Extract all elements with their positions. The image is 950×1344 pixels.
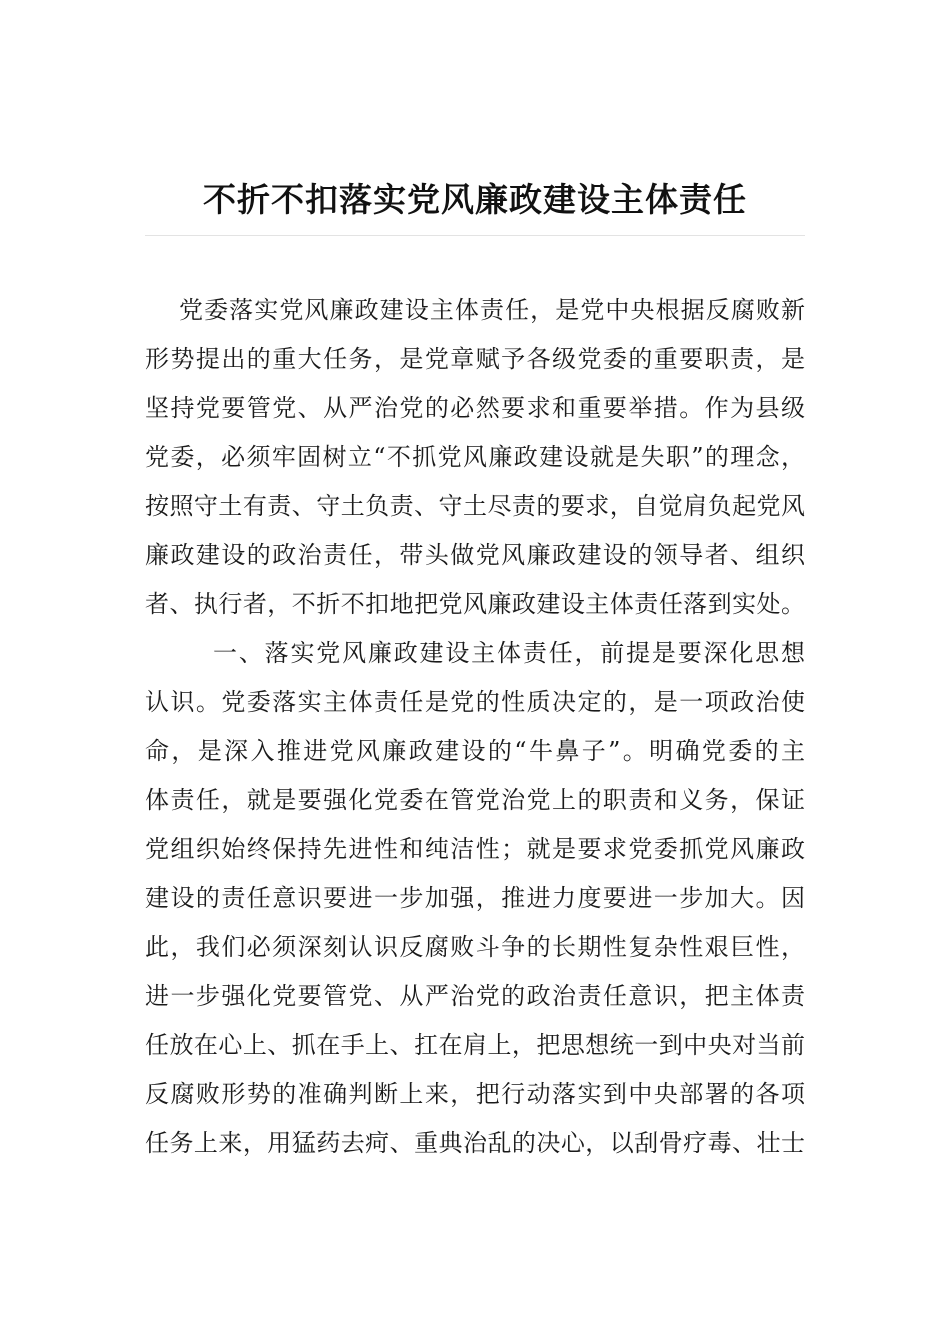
title-divider — [145, 235, 805, 236]
paragraph-2-line-1: 一、落实党风廉政建设主体责任，前提是要深化思想 — [213, 639, 805, 667]
paragraph-2-line-7: 此，我们必须深刻认识反腐败斗争的长期性复杂性艰巨性， — [145, 933, 805, 961]
paragraph-1-line-3: 坚持党要管党、从严治党的必然要求和重要举措。作为县级 — [145, 394, 805, 422]
paragraph-2-line-10: 反腐败形势的准确判断上来，把行动落实到中央部署的各项 — [145, 1080, 805, 1108]
paragraph-1-line-2: 形势提出的重大任务，是党章赋予各级党委的重要职责，是 — [145, 345, 805, 373]
paragraph-1-line-4: 党委，必须牢固树立“不抓党风廉政建设就是失职”的理念， — [145, 443, 805, 471]
paragraph-2-line-11: 任务上来，用猛药去疴、重典治乱的决心，以刮骨疗毒、壮士 — [145, 1129, 805, 1157]
paragraph-2-line-3: 命，是深入推进党风廉政建设的“牛鼻子”。明确党委的主 — [145, 737, 805, 765]
paragraph-1-line-1: 党委落实党风廉政建设主体责任，是党中央根据反腐败新 — [179, 296, 805, 324]
paragraph-1-line-5: 按照守土有责、守土负责、守土尽责的要求，自觉肩负起党风 — [145, 492, 805, 520]
paragraph-1-line-7: 者、执行者，不折不扣地把党风廉政建设主体责任落到实处。 — [145, 590, 805, 618]
paragraph-2-line-6: 建设的责任意识要进一步加强，推进力度要进一步加大。因 — [145, 884, 805, 912]
paragraph-2-line-2: 认识。党委落实主体责任是党的性质决定的，是一项政治使 — [145, 688, 805, 716]
paragraph-2-line-8: 进一步强化党要管党、从严治党的政治责任意识，把主体责 — [145, 982, 805, 1010]
paragraph-2-line-4: 体责任，就是要强化党委在管党治党上的职责和义务，保证 — [145, 786, 805, 814]
paragraph-1-line-6: 廉政建设的政治责任，带头做党风廉政建设的领导者、组织 — [145, 541, 805, 569]
paragraph-2-line-5: 党组织始终保持先进性和纯洁性；就是要求党委抓党风廉政 — [145, 835, 805, 863]
paragraph-2-line-9: 任放在心上、抓在手上、扛在肩上，把思想统一到中央对当前 — [145, 1031, 805, 1059]
document-body — [145, 292, 805, 1174]
document-title: 不折不扣落实党风廉政建设主体责任 — [203, 180, 747, 219]
